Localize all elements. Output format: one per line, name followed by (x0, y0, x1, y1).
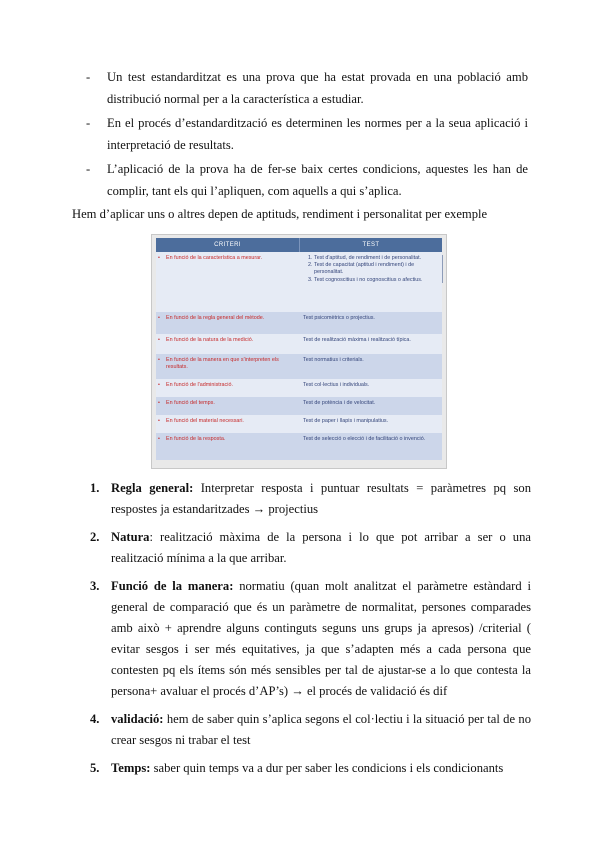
item-text: hem de saber quin s’aplica segons el col·lectiu i la situació per tal de no crear sesgos ni trabar el test (111, 712, 531, 747)
criteri-cell: • En funció de la natura de la medició. (158, 337, 254, 343)
test-list-item: 1. Test d'aptitud, de rendiment i de personalitat. (314, 255, 434, 262)
bullet-text: L’aplicació de la prova ha de fer-se baix certes condicions, aquestes les han de complir, tant els qui l’apliquen, com aquells a qui s’aplica. (107, 162, 528, 198)
criteri-cell: • En funció de la resposta. (158, 436, 226, 442)
table-row (156, 354, 442, 379)
numbered-item: 1. Regla general: Interpretar resposta i puntuar resultats = paràmetres pq son respostes ja estandaritzades → projectius (90, 481, 531, 516)
test-cell: Test normatius i criterials. (303, 357, 364, 363)
numbered-item: 4. validació: hem de saber quin s’aplica segons el col·lectiu i la situació per tal de no crear sesgos ni trabar el test (90, 712, 531, 747)
test-cell: Test psicomètrics o projectius. (303, 315, 375, 321)
test-list-item: 2. Test de capacitat (aptitud i rendiment) i de personalitat. (314, 262, 434, 276)
item-text: : realització màxima de la persona i lo que pot arribar a ser o una realització mínima a la que arribar. (111, 530, 531, 565)
criteri-cell: • En funció de la manera en que s'interpreten els resultats. (158, 357, 279, 371)
item-text: saber quin temps va a dur per saber les condicions i els condicionants (150, 761, 504, 775)
bullet-item: - En el procés d’estandardització es determinen les normes per a la seua aplicació i interpretació de resultats. (86, 116, 528, 152)
item-text: normatiu (quan molt analitzat el paràmetre estàndard i general de comparació que és un paràmetre de normalitat, persones comparades amb això + aprendre alguns continguts seguns uns grups ja apresos) /criterial ( evitar sesgos i ser més equitatives, ja que s’adapten més a cada persona que contesten pq els ítems són més sensibles per tal de ajustar-se a lo que contesta la persona+ avaluar el procés d’AP’s) → el procés de validació és dif (111, 579, 531, 698)
test-cell: Test de realització màxima i realització típica. (303, 337, 411, 343)
table-row (156, 334, 442, 354)
table-row (156, 379, 442, 397)
item-text: Interpretar resposta i puntuar resultats = paràmetres pq son respostes ja estandaritzades → projectius (111, 481, 531, 516)
criteria-table (156, 238, 442, 460)
item-lead: Natura (111, 530, 150, 544)
criteri-cell: • En funció de la regla general del mètode. (158, 315, 265, 321)
table-row (156, 312, 442, 334)
numbered-item: 3. Funció de la manera: normatiu (quan molt analitzat el paràmetre estàndard i general de comparació que és un paràmetre de normalitat, persones comparades amb això + aprendre alguns continguts seguns uns grups ja apresos) /criterial ( evitar sesgos i ser més equitatives, ja que s’adapten més a cada persona que contesten pq els ítems són més sensibles per tal de ajustar-se a lo que contesta la persona+ avaluar el procés d’AP’s) → el procés de validació és dif (90, 579, 531, 698)
table-row (156, 252, 442, 312)
intro-paragraph: Hem d’aplicar uns o altres depen de aptituds, rendiment i personalitat per exemple (72, 207, 488, 221)
criteri-cell: • En funció de la característica a mesurar. (158, 255, 263, 261)
item-lead: validació: (111, 712, 164, 726)
test-list-item: 3. Test cognoscitius i no cognoscitius o afectius. (314, 277, 434, 284)
test-cell: Test col·lectius i individuals. (303, 382, 370, 388)
test-cell (299, 252, 442, 312)
table-row (156, 415, 442, 433)
item-lead: Regla general: (111, 481, 194, 495)
item-lead: Funció de la manera: (111, 579, 234, 593)
header-criteri: CRITERI (156, 238, 300, 252)
bullet-text: Un test estandarditzat es una prova que ha estat provada en una població amb distribució normal per a la característica a estudiar. (107, 70, 528, 106)
table-row (156, 433, 442, 460)
criteri-cell: • En funció de l'administració. (158, 382, 233, 388)
bullet-item: - Un test estandarditzat es una prova que ha estat provada en una població amb distribució normal per a la característica a estudiar. (86, 70, 528, 106)
bullet-list (86, 66, 528, 204)
test-cell: Test de paper i llapis i manipulatius. (303, 418, 389, 424)
test-cell: Test de potència i de velocitat. (303, 400, 376, 406)
table-row (156, 397, 442, 415)
numbered-list (90, 478, 531, 786)
bullet-item: - L’aplicació de la prova ha de fer-se baix certes condicions, aquestes les han de complir, tant els qui l’apliquen, com aquells a qui s’aplica. (86, 162, 528, 198)
test-cell: Test de selecció o elecció i de facilitació o invenció. (303, 436, 426, 442)
criteria-table-image (151, 234, 447, 469)
numbered-item: 2. Natura: realització màxima de la persona i lo que pot arribar a ser o una realització mínima a la que arribar. (90, 530, 531, 565)
bullet-text: En el procés d’estandardització es determinen les normes per a la seua aplicació i interpretació de resultats. (107, 116, 528, 152)
table-header (156, 238, 442, 252)
criteri-cell: • En funció del temps. (158, 400, 215, 406)
criteri-cell: • En funció del material necessari. (158, 418, 244, 424)
item-lead: Temps: (111, 761, 151, 775)
header-test: TEST (362, 242, 380, 248)
numbered-item: 5. Temps: saber quin temps va a dur per saber les condicions i els condicionants (90, 761, 504, 775)
